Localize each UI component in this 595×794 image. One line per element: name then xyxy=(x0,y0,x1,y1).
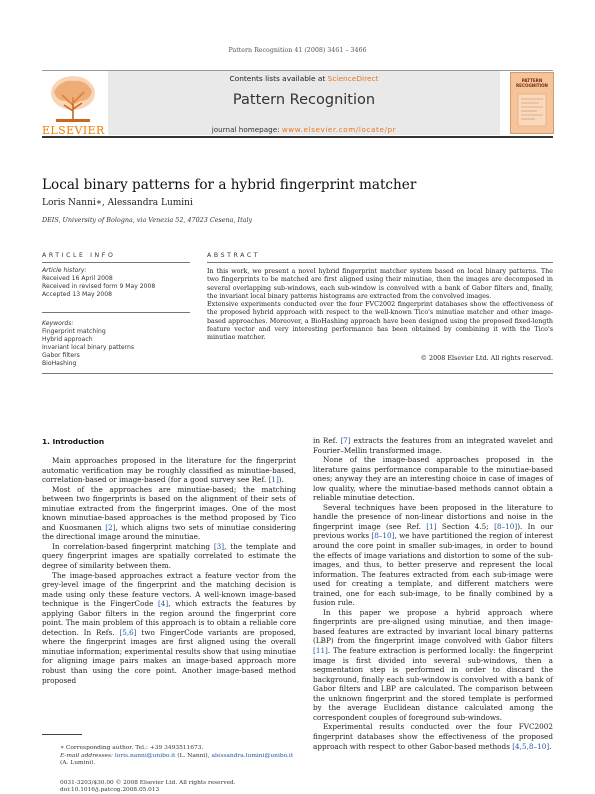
keywords-label: Keywords: xyxy=(42,320,74,327)
email-addresses: E-mail addresses: loris.nanni@unibo.it (L. Nanni), alessandra.lumini@unibo.it (A. Lumini). xyxy=(60,752,294,767)
journal-citation: Pattern Recognition 41 (2008) 3461 – 3466 xyxy=(228,47,367,54)
body-paragraph: None of the image-based approaches proposed in the literature gains performance comparable to the minutiae-based ones; anyway they are an interesting choice in case of images of low quality, where the minutiae-based methods cannot obtain a reliable minutiae detection. xyxy=(313,455,553,503)
body-paragraph: Main approaches proposed in the literature for the fingerprint automatic verification may be roughly classified as minutiae-based, correlation-based or image-based (for a good survey see Ref. [1]). xyxy=(42,456,296,485)
article-history xyxy=(42,267,182,299)
reference-link[interactable]: [11] xyxy=(313,646,328,656)
cover-title-line-2: RECOGNITION xyxy=(516,82,548,88)
contents-prefix: Contents lists available at xyxy=(229,74,328,83)
keyword-item: Fingerprint matching xyxy=(42,328,106,336)
email-link[interactable]: alessandra.lumini@unibo.it xyxy=(211,752,294,759)
header-bottom-rule xyxy=(42,136,553,138)
article-info-heading: ARTICLE INFO xyxy=(42,252,116,259)
abstract-rule xyxy=(207,262,553,263)
cover-art-icon xyxy=(517,93,547,127)
body-paragraph: In this paper we propose a hybrid approach where fingerprints are pre-aligned using minutiae, and then image-based features are extracted by invariant local binary patterns (LBP) from the fingerprint image convolved with Gabor filters [11]. The feature extraction is performed locally: the fingerprint image is first divided into several sub-windows, then a segmentation step is performed in order to discard the background, finally each sub-window is convolved with a bank of Gabor filters and LBP are calculated. The comparison between the unknown fingerprint and the stored template is performed by the average Euclidean distance calculated among the correspondent couples of foreground sub-windows. xyxy=(313,607,553,722)
keyword-item: Gabor filters xyxy=(42,352,80,360)
footnote-rule xyxy=(42,734,82,735)
reference-link[interactable]: [1] xyxy=(268,475,279,485)
abstract-bottom-rule xyxy=(42,373,553,374)
info-divider-rule xyxy=(42,312,190,313)
reference-link[interactable]: [4] xyxy=(157,599,169,609)
contents-availability xyxy=(108,74,500,83)
reference-link[interactable]: [8–10] xyxy=(371,531,395,541)
keyword-item: Hybrid approach xyxy=(42,336,93,344)
footnotes xyxy=(60,745,300,768)
abstract-paragraph: Extensive experiments conducted over the four FVC2002 fingerprint databases show the effectiveness of the proposed hybrid approach with respect to the well-known Tico's minutiae matcher and other image-based approaches. Moreover, a BioHashing approach have been designed using the proposed fixed-length feature vector and very interesting performance has been obtained by combining it with the Tico's minutiae matcher. xyxy=(207,301,553,341)
issn-doi-block xyxy=(60,780,320,794)
reference-link[interactable]: [3] xyxy=(213,541,225,551)
journal-cover-thumbnail[interactable] xyxy=(510,72,554,134)
journal-homepage xyxy=(108,125,500,134)
body-paragraph: in Ref. [7] extracts the features from an integrated wavelet and Fourier–Mellin transformed image. xyxy=(313,436,554,455)
reference-link[interactable]: [1] xyxy=(426,521,437,531)
right-column-text xyxy=(313,436,553,751)
author-affiliation: DEIS, University of Bologna, via Venezia 52, 47023 Cesena, Italy xyxy=(42,216,253,224)
abstract-copyright: © 2008 Elsevier Ltd. All rights reserved. xyxy=(420,354,553,362)
journal-name: Pattern Recognition xyxy=(232,92,376,108)
keyword-item: BioHashing xyxy=(42,360,77,368)
cover-title xyxy=(511,79,553,88)
abstract-heading: ABSTRACT xyxy=(207,252,261,259)
reference-link[interactable]: [2] xyxy=(105,522,116,532)
abstract-body xyxy=(207,268,553,342)
left-column-text xyxy=(42,456,296,685)
corresponding-author-note: ∗ Corresponding author. Tel.: +39 3493511673. xyxy=(60,745,204,751)
body-paragraph: Experimental results conducted over the four FVC2002 fingerprint databases show the effectiveness of the proposed approach with respect to other Gabor-based methods [4,5,8–10]. xyxy=(313,722,553,751)
cover-title-line-1: PATTERN xyxy=(521,78,543,83)
body-paragraph: Most of the approaches are minutiae-based; the matching between two fingerprints is based on the alignment of their sets of minutiae extracted from the fingerprint images. One of the most known minutiae-based approaches is the method proposed by Tico and Kuosmanen [2], which aligns two sets of minutiae considering the directional image around the minutiae. xyxy=(42,484,296,542)
body-paragraph: Several techniques have been proposed in the literature to handle the presence of non-linear distortions and noise in the fingerprint image (see Ref. [1] Section 4.5; [8–10]). In our previous works [8–10], we have partitioned the region of interest around the core point in smaller sub-images, in order to bound the effects of image variations and distortion to some of the sub-images, and thus, to better preserve and represent the local information. The features extracted from each sub-image were used for creating a template, and different matchers were trained, one for each sub-image, to be finally combined by a fusion rule. xyxy=(313,502,553,608)
homepage-link[interactable]: www.elsevier.com/locate/pr xyxy=(281,125,397,134)
history-item: Received in revised form 9 May 2008 xyxy=(42,283,156,291)
body-paragraph: In correlation-based fingerprint matching [3], the template and query fingerprint images are spatially correlated to estimate the degree of similarity between them. xyxy=(42,541,296,571)
reference-link[interactable]: [4,5,8–10] xyxy=(512,741,550,751)
abstract-paragraph: In this work, we present a novel hybrid fingerprint matcher system based on local binary patterns. The two fingerprints to be matched are first aligned using their minutiae, then the images are decomposed in several overlapping sub-windows, each sub-window is convolved with a bank of Gabor filters and, finally, the invariant local binary patterns histograms are extracted from the convolved images. xyxy=(207,268,553,300)
reference-link[interactable]: [8–10] xyxy=(494,521,518,531)
reference-link[interactable]: [5,6] xyxy=(119,627,137,637)
homepage-prefix: journal homepage: xyxy=(211,125,282,134)
history-label: Article history: xyxy=(42,267,87,274)
article-title: Local binary patterns for a hybrid fingerprint matcher xyxy=(42,177,417,193)
issn-line: 0031-3203/$30.00 © 2008 Elsevier Ltd. All rights reserved. xyxy=(60,780,236,786)
keywords-block xyxy=(42,320,182,369)
article-info-rule xyxy=(42,262,190,263)
reference-link[interactable]: [7] xyxy=(340,436,351,445)
email-link[interactable]: loris.nanni@unibo.it xyxy=(114,752,176,759)
sciencedirect-link[interactable]: ScienceDirect xyxy=(327,74,379,83)
keyword-item: Invariant local binary patterns xyxy=(42,344,135,352)
history-item: Received 16 April 2008 xyxy=(42,275,113,283)
publisher-name: ELSEVIER xyxy=(42,124,105,137)
history-item: Accepted 13 May 2008 xyxy=(42,291,113,299)
email-label: E-mail addresses: xyxy=(60,752,114,759)
author-list: Loris Nanni∗, Alessandra Lumini xyxy=(42,198,193,208)
section-heading-introduction: 1. Introduction xyxy=(42,437,105,446)
body-paragraph: The image-based approaches extract a feature vector from the grey-level image of the fingerprint and the matching decision is made using only these feature vectors. A well-known image-based technique is the FingerCode [4], which extracts the features by applying Gabor filters in the region around the fingerprint core point. The main problem of this approach is to obtain a reliable core detection. In Refs. [5,6] two FingerCode variants are proposed, where the fingerprint images are first aligned using the overall minutiae information; experimental results show that using minutiae for aligning image pairs makes an image-based approach more robust than using the core point. Another image-based method proposed xyxy=(42,570,297,685)
doi-line[interactable]: doi:10.1016/j.patcog.2008.05.013 xyxy=(60,787,160,794)
